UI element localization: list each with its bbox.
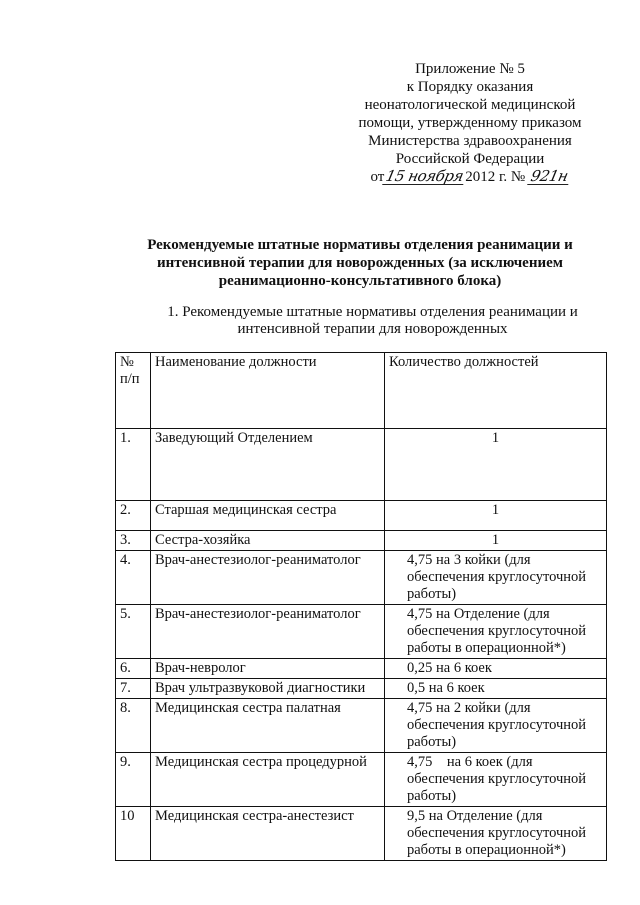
row-position: Сестра-хозяйка [151,531,385,551]
table-row [116,531,607,551]
row-position: Врач-анестезиолог-реаниматолог [151,551,385,605]
row-count: 4,75 на Отделение (для обеспечения круглосуточной работы в операционной*) [385,605,607,659]
table-row [116,551,607,605]
appendix-line: Российской Федерации [395,151,545,167]
order-date-line [340,168,600,186]
row-position: Старшая медицинская сестра [151,501,385,531]
date-prefix: от [370,169,385,185]
appendix-line: помощи, утвержденному приказом [358,115,582,131]
row-num: 7. [116,679,151,699]
row-count: 1 [385,531,607,551]
row-position: Медицинская сестра палатная [151,699,385,753]
header-position: Наименование должности [151,353,385,429]
appendix-line: Министерства здравоохранения [368,133,572,149]
row-num: 9. [116,753,151,807]
row-position: Медицинская сестра процедурной [151,753,385,807]
row-count: 0,5 на 6 коек [385,679,607,699]
document-title: Рекомендуемые штатные нормативы отделения реанимации и интенсивной терапии для новорожденных (за исключением реанимационно-консультативного блока) [147,237,573,289]
row-count: 1 [385,501,607,531]
appendix-line: к Порядку оказания [406,79,534,95]
row-position: Врач ультразвуковой диагностики [151,679,385,699]
header-count: Количество должностей [385,353,607,429]
row-num: 6. [116,659,151,679]
row-num: 4. [116,551,151,605]
table-row [116,679,607,699]
date-year: 2012 г. № [465,169,526,185]
header-num: № п/п [116,353,151,429]
appendix-line: неонатологической медицинской [364,97,576,113]
appendix-line: Приложение № 5 [415,61,525,77]
row-num: 3. [116,531,151,551]
row-position: Врач-невролог [151,659,385,679]
row-count: 9,5 на Отделение (для обеспечения круглосуточной работы в операционной*) [385,807,607,861]
row-num: 5. [116,605,151,659]
table-row [116,605,607,659]
row-count: 0,25 на 6 коек [385,659,607,679]
row-num: 2. [116,501,151,531]
table-row [116,501,607,531]
table-row [116,659,607,679]
staff-table [115,352,607,861]
row-count: 4,75 на 6 коек (для обеспечения круглосуточной работы) [385,753,607,807]
row-num: 8. [116,699,151,753]
row-position: Медицинская сестра-анестезист [151,807,385,861]
row-num: 10 [116,807,151,861]
row-count: 4,75 на 3 койки (для обеспечения круглосуточной работы) [385,551,607,605]
table-header-row [116,353,607,429]
row-position: Врач-анестезиолог-реаниматолог [151,605,385,659]
handwritten-date: 15 ноября [384,167,466,185]
table-row [116,429,607,501]
handwritten-order-number: 921н [529,167,570,185]
table-row [116,753,607,807]
row-position: Заведующий Отделением [151,429,385,501]
appendix-block [340,60,600,186]
section-subtitle: 1. Рекомендуемые штатные нормативы отделения реанимации и интенсивной терапии для новорожденных [167,304,578,337]
row-num: 1. [116,429,151,501]
table-row [116,807,607,861]
row-count: 1 [385,429,607,501]
table-row [116,699,607,753]
row-count: 4,75 на 2 койки (для обеспечения круглосуточной работы) [385,699,607,753]
